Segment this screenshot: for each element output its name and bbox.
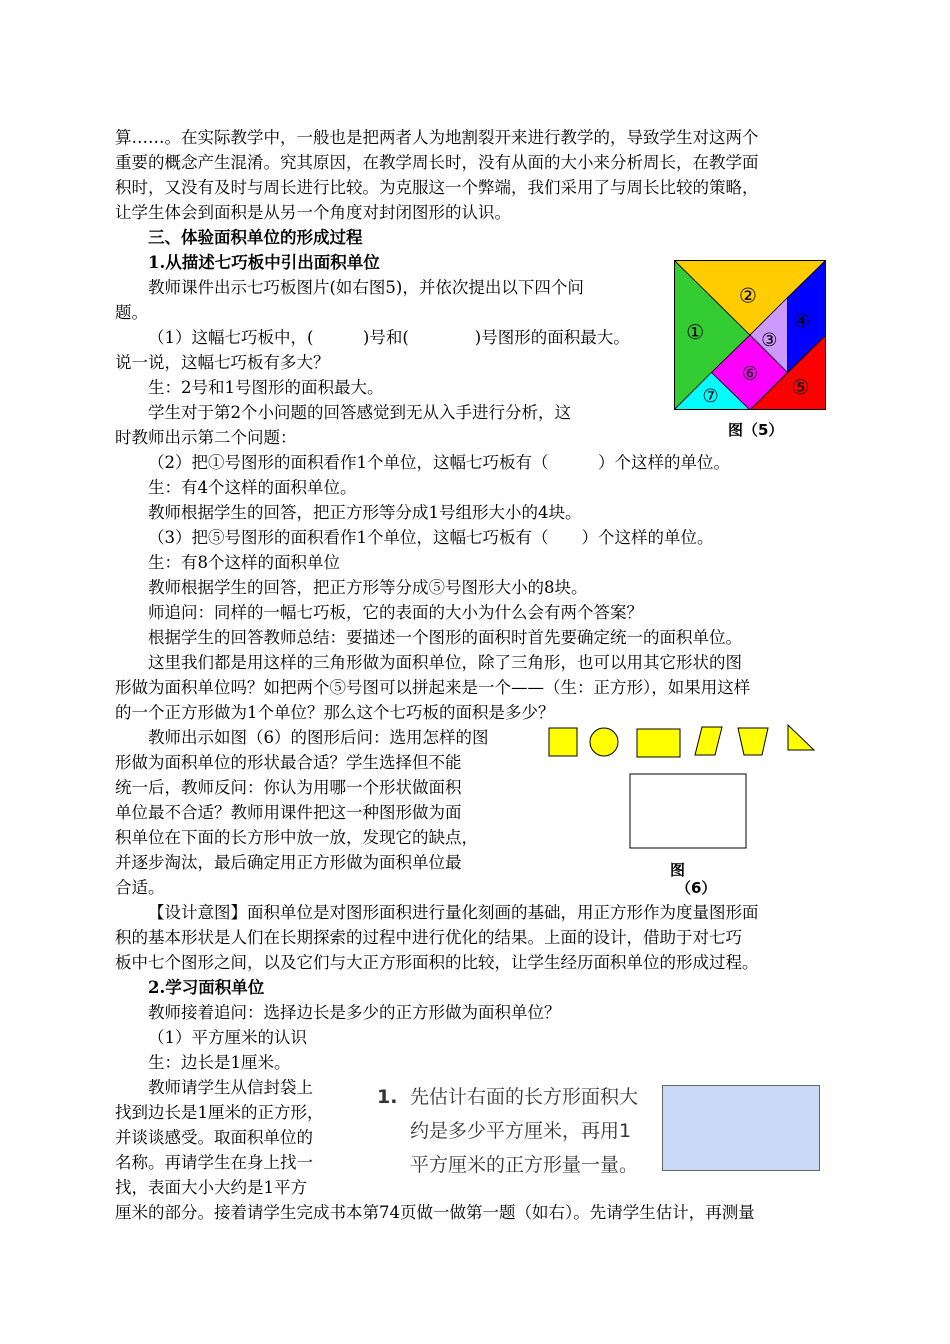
section-heading: 三、体验面积单位的形成过程 — [148, 228, 363, 247]
text-line: 教师接着追问：选择边长是多少的正方形做为面积单位？ — [148, 1003, 561, 1022]
text-line: 统一后，教师反问：你认为用哪一个形状做面积 — [115, 778, 462, 797]
text-line: 厘米的部分。接着请学生完成书本第74页做一做第一题（如右）。先请学生估计，再测量 — [115, 1203, 755, 1222]
subsection-heading: 1.从描述七巧板中引出面积单位 — [148, 253, 380, 272]
text-line: 说一说，这幅七巧板有多大？ — [115, 353, 330, 372]
tangram-label-5: ⑤ — [791, 374, 810, 399]
tangram-label-1: ① — [686, 320, 705, 345]
figure-6-caption: 图 — [670, 861, 686, 879]
text-line: 教师根据学生的回答，把正方形等分成1号组形大小的4块。 — [148, 503, 582, 522]
text-line: 教师根据学生的回答，把正方形等分成⑤号图形大小的8块。 — [148, 578, 588, 597]
text-line: （1）平方厘米的认识 — [148, 1028, 307, 1047]
exercise-text: 约是多少平方厘米，再用1 — [410, 1120, 632, 1142]
text-line: 板中七个图形之间，以及它们与大正方形面积的比较，让学生经历面积单位的形成过程。 — [115, 953, 759, 972]
answer-2: 生：有4个这样的面积单位。 — [148, 478, 357, 497]
text-line: 教师出示如图（6）的图形后问：选用怎样的图 — [148, 728, 489, 747]
text-line: 找到边长是1厘米的正方形， — [115, 1103, 324, 1122]
text-line: 算……。在实际教学中，一般也是把两者人为地割裂开来进行教学的，导致学生对这两个 — [115, 128, 759, 147]
text-line: 并逐步淘汰，最后确定用正方形做为面积单位最 — [115, 853, 462, 872]
exercise-rectangle — [662, 1085, 820, 1171]
answer-4: 生：边长是1厘米。 — [148, 1053, 291, 1072]
text-line: 根据学生的回答教师总结：要描述一个图形的面积时首先要确定统一的面积单位。 — [148, 628, 742, 647]
shape-circle — [590, 728, 618, 756]
text-line: 积时，又没有及时与周长进行比较。为克服这一个弊端，我们采用了与周长比较的策略， — [115, 178, 759, 197]
exercise-text: 平方厘米的正方形量一量。 — [410, 1154, 639, 1176]
text-line: 名称。再请学生在身上找一 — [115, 1153, 313, 1172]
text-line: 形做为面积单位吗？如把两个⑤号图可以拼起来是一个——（生：正方形），如果用这样 — [115, 678, 751, 697]
shape-triangle — [788, 725, 814, 750]
text-line: 积的基本形状是人们在长期探索的过程中进行优化的结果。上面的设计，借助于对七巧 — [115, 928, 742, 947]
shape-trapezoid — [738, 728, 768, 755]
question-2: （2）把①号图形的面积看作1个单位，这幅七巧板有（ ）个这样的单位。 — [148, 453, 730, 472]
figure-5-caption: 图（5） — [728, 421, 784, 439]
shape-square — [549, 728, 577, 756]
text-line: 教师课件出示七巧板图片(如右图5)，并依次提出以下四个问 — [148, 278, 584, 297]
text-line: 并谈谈感受。取面积单位的 — [115, 1128, 313, 1147]
tangram-label-7: ⑦ — [702, 385, 719, 407]
figure-6-caption-number: （6） — [676, 879, 717, 897]
answer-1: 生：2号和1号图形的面积最大。 — [148, 378, 384, 397]
text-line: 师追问：同样的一幅七巧板，它的表面的大小为什么会有两个答案？ — [148, 603, 643, 622]
tangram-label-4: ④ — [793, 310, 810, 332]
tangram-label-2: ② — [738, 283, 758, 308]
text-line: 积单位在下面的长方形中放一放，发现它的缺点， — [115, 828, 478, 847]
text-line: 单位最不合适？教师用课件把这一种图形做为面 — [115, 803, 462, 822]
text-line: 学生对于第2个小问题的回答感觉到无从入手进行分析，这 — [148, 403, 571, 422]
exercise-number: 1. — [377, 1086, 398, 1108]
text-line: 重要的概念产生混淆。究其原因，在教学周长时，没有从面的大小来分析周长，在教学面 — [115, 153, 759, 172]
tangram-figure — [674, 260, 826, 410]
text-line: 找，表面大小大约是1平方 — [115, 1178, 307, 1197]
text-line: 题。 — [115, 303, 148, 322]
answer-3: 生：有8个这样的面积单位 — [148, 553, 340, 572]
tangram-label-3: ③ — [761, 330, 778, 352]
unit-shapes-figure — [546, 722, 820, 852]
text-line: 这里我们都是用这样的三角形做为面积单位，除了三角形，也可以用其它形状的图 — [148, 653, 742, 672]
measurement-rectangle — [630, 774, 746, 848]
text-line: 形做为面积单位的形状最合适？学生选择但不能 — [115, 753, 462, 772]
question-3: （3）把⑤号图形的面积看作1个单位，这幅七巧板有（ ）个这样的单位。 — [148, 528, 714, 547]
text-line: 合适。 — [115, 878, 165, 897]
tangram-label-6: ⑥ — [741, 363, 759, 385]
subsection-heading: 2.学习面积单位 — [148, 978, 265, 997]
text-line: 教师请学生从信封袋上 — [148, 1078, 313, 1097]
shape-rectangle — [637, 729, 680, 757]
text-line: 时教师出示第二个问题： — [115, 428, 297, 447]
design-intent: 【设计意图】面积单位是对图形面积进行量化刻画的基础，用正方形作为度量图形面 — [148, 903, 759, 922]
shape-parallelogram — [695, 727, 722, 755]
text-line: 的一个正方形做为1个单位？那么这个七巧板的面积是多少？ — [115, 703, 555, 722]
text-line: 让学生体会到面积是从另一个角度对封闭图形的认识。 — [115, 203, 511, 222]
exercise-text: 先估计右面的长方形面积大 — [410, 1086, 639, 1108]
question-1: （1）这幅七巧板中，( )号和( )号图形的面积最大。 — [148, 328, 630, 347]
